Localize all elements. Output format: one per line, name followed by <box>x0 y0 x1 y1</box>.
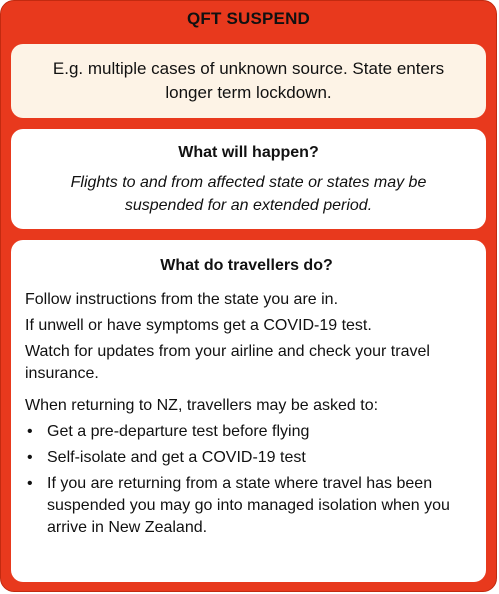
what-will-happen-box <box>11 129 486 229</box>
bullet-text: If you are returning from a state where travel has been suspended you may go into managed isolation when you arrive in New Zealand. <box>47 475 450 536</box>
bullet-marker: • <box>27 475 33 492</box>
what-travellers-do-box <box>11 240 486 582</box>
instruction-follow-state: Follow instructions from the state you are in. <box>25 291 339 308</box>
instruction-airline-updates: Watch for updates from your airline and check your travel insurance. <box>25 343 430 382</box>
returning-list <box>25 421 468 539</box>
bullet-text: Get a pre-departure test before flying <box>47 423 310 440</box>
instruction-covid-test: If unwell or have symptoms get a COVID-19 test. <box>25 317 372 334</box>
bullet-marker: • <box>27 449 33 466</box>
bullet-marker: • <box>27 423 33 440</box>
list-item <box>25 447 468 469</box>
example-text: E.g. multiple cases of unknown source. State enters longer term lockdown. <box>52 59 445 102</box>
card-title: QFT SUSPEND <box>186 9 311 28</box>
what-will-happen-heading: What will happen? <box>178 144 319 161</box>
bullet-text: Self-isolate and get a COVID-19 test <box>47 449 306 466</box>
returning-intro: When returning to NZ, travellers may be asked to: <box>25 397 379 414</box>
list-item <box>25 473 468 539</box>
list-item <box>25 421 468 443</box>
what-travellers-do-heading: What do travellers do? <box>160 257 333 274</box>
what-will-happen-text: Flights to and from affected state or states may be suspended for an extended period. <box>70 174 427 214</box>
example-box <box>11 44 486 118</box>
